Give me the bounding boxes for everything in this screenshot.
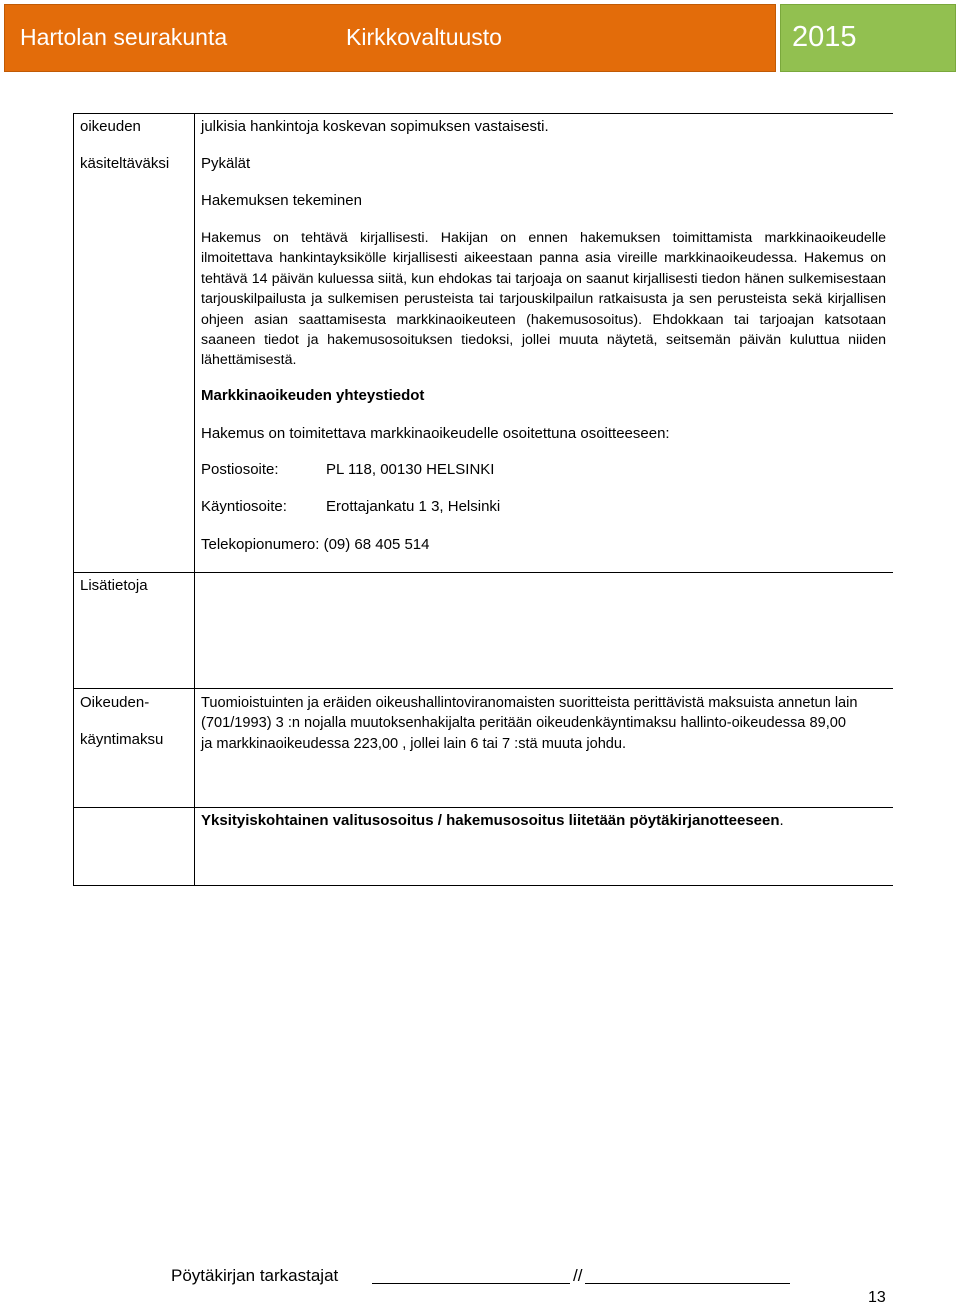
header-year: 2015	[792, 21, 857, 53]
contact-heading: Markkinaoikeuden yhteystiedot	[201, 387, 425, 404]
fee-label-line1: Oikeuden-	[80, 694, 150, 711]
page-header	[0, 0, 960, 76]
postal-label: Postiosoite:	[201, 461, 279, 478]
header-parish: Hartolan seurakunta	[20, 24, 228, 50]
row-label-line1: oikeuden	[80, 118, 141, 135]
intro-text: julkisia hankintoja koskevan sopimuksen vastaisesti.	[201, 118, 549, 135]
table-left-border	[73, 113, 74, 886]
appeal-note	[201, 811, 784, 831]
signature-line-1	[372, 1283, 570, 1284]
lisatietoja-label: Lisätietoja	[80, 577, 148, 594]
table-top-rule	[73, 113, 893, 114]
section-heading: Hakemuksen tekeminen	[201, 192, 362, 209]
fax-number: Telekopionumero: (09) 68 405 514	[201, 536, 430, 553]
table-rule-2	[73, 688, 893, 689]
postal-value: PL 118, 00130 HELSINKI	[326, 461, 495, 478]
table-bottom-rule	[73, 885, 893, 886]
visit-label: Käyntiosoite:	[201, 498, 287, 515]
fee-label-line2: käyntimaksu	[80, 731, 164, 748]
header-body: Kirkkovaltuusto	[346, 24, 502, 50]
contact-intro: Hakemus on toimitettava markkinaoikeudelle osoitettuna osoitteeseen:	[201, 425, 670, 442]
signature-line-2	[585, 1283, 790, 1284]
fee-text-line1: Tuomioistuinten ja eräiden oikeushallintoviranomaisten suoritteista perittävistä maksuista annetun lain	[201, 695, 858, 711]
signature-separator: //	[573, 1266, 583, 1285]
hakemus-paragraph: Hakemus on tehtävä kirjallisesti. Hakijan on ennen hakemuksen toimittamista markkinaoikeudelle ilmoitettava hankintayksikölle kirjallisesti aikeestaan panna asia vireille markkinaoikeudessa. Hakemus on tehtävä 14 päivän kuluessa siitä, kun ehdokas tai tarjoaja on saanut kirjallisesti tiedon hänen sulkemisestaan tarjouskilpailusta ja sulkemisen perusteista tai tarjouskilpailun ratkaisusta ja sen perusteista sekä kirjallisen ohjeen asian saattamisesta markkinaoikeuteen (hakemusosoitus). Ehdokkaan tai tarjoajan katsotaan saaneen tiedot ja hakemusosoituksen tiedoksi, jollei muuta näytetä, seitsemän päivän kuluttua niiden lähettämisestä.	[201, 230, 886, 369]
table-column-divider	[194, 113, 195, 886]
table-rule-3	[73, 807, 893, 808]
table-rule-1	[73, 572, 893, 573]
page-number: 13	[868, 1289, 886, 1306]
appeal-note-end: .	[779, 812, 784, 829]
fee-text-line3: ja markkinaoikeudessa 223,00 , jollei lain 6 tai 7 :stä muuta johdu.	[201, 736, 627, 752]
appeal-note-bold: Yksityiskohtainen valitusosoitus / hakemusosoitus liitetään pöytäkirjanotteeseen	[201, 812, 780, 829]
row-label-line2: käsiteltäväksi	[80, 155, 170, 172]
pykalat-text: Pykälät	[201, 155, 251, 172]
footer-label: Pöytäkirjan tarkastajat	[171, 1266, 339, 1285]
fee-text-line2: (701/1993) 3 :n nojalla muutoksenhakijalta peritään oikeudenkäyntimaksu hallinto-oikeudessa 89,00	[201, 715, 846, 731]
visit-value: Erottajankatu 1 3, Helsinki	[326, 498, 501, 515]
